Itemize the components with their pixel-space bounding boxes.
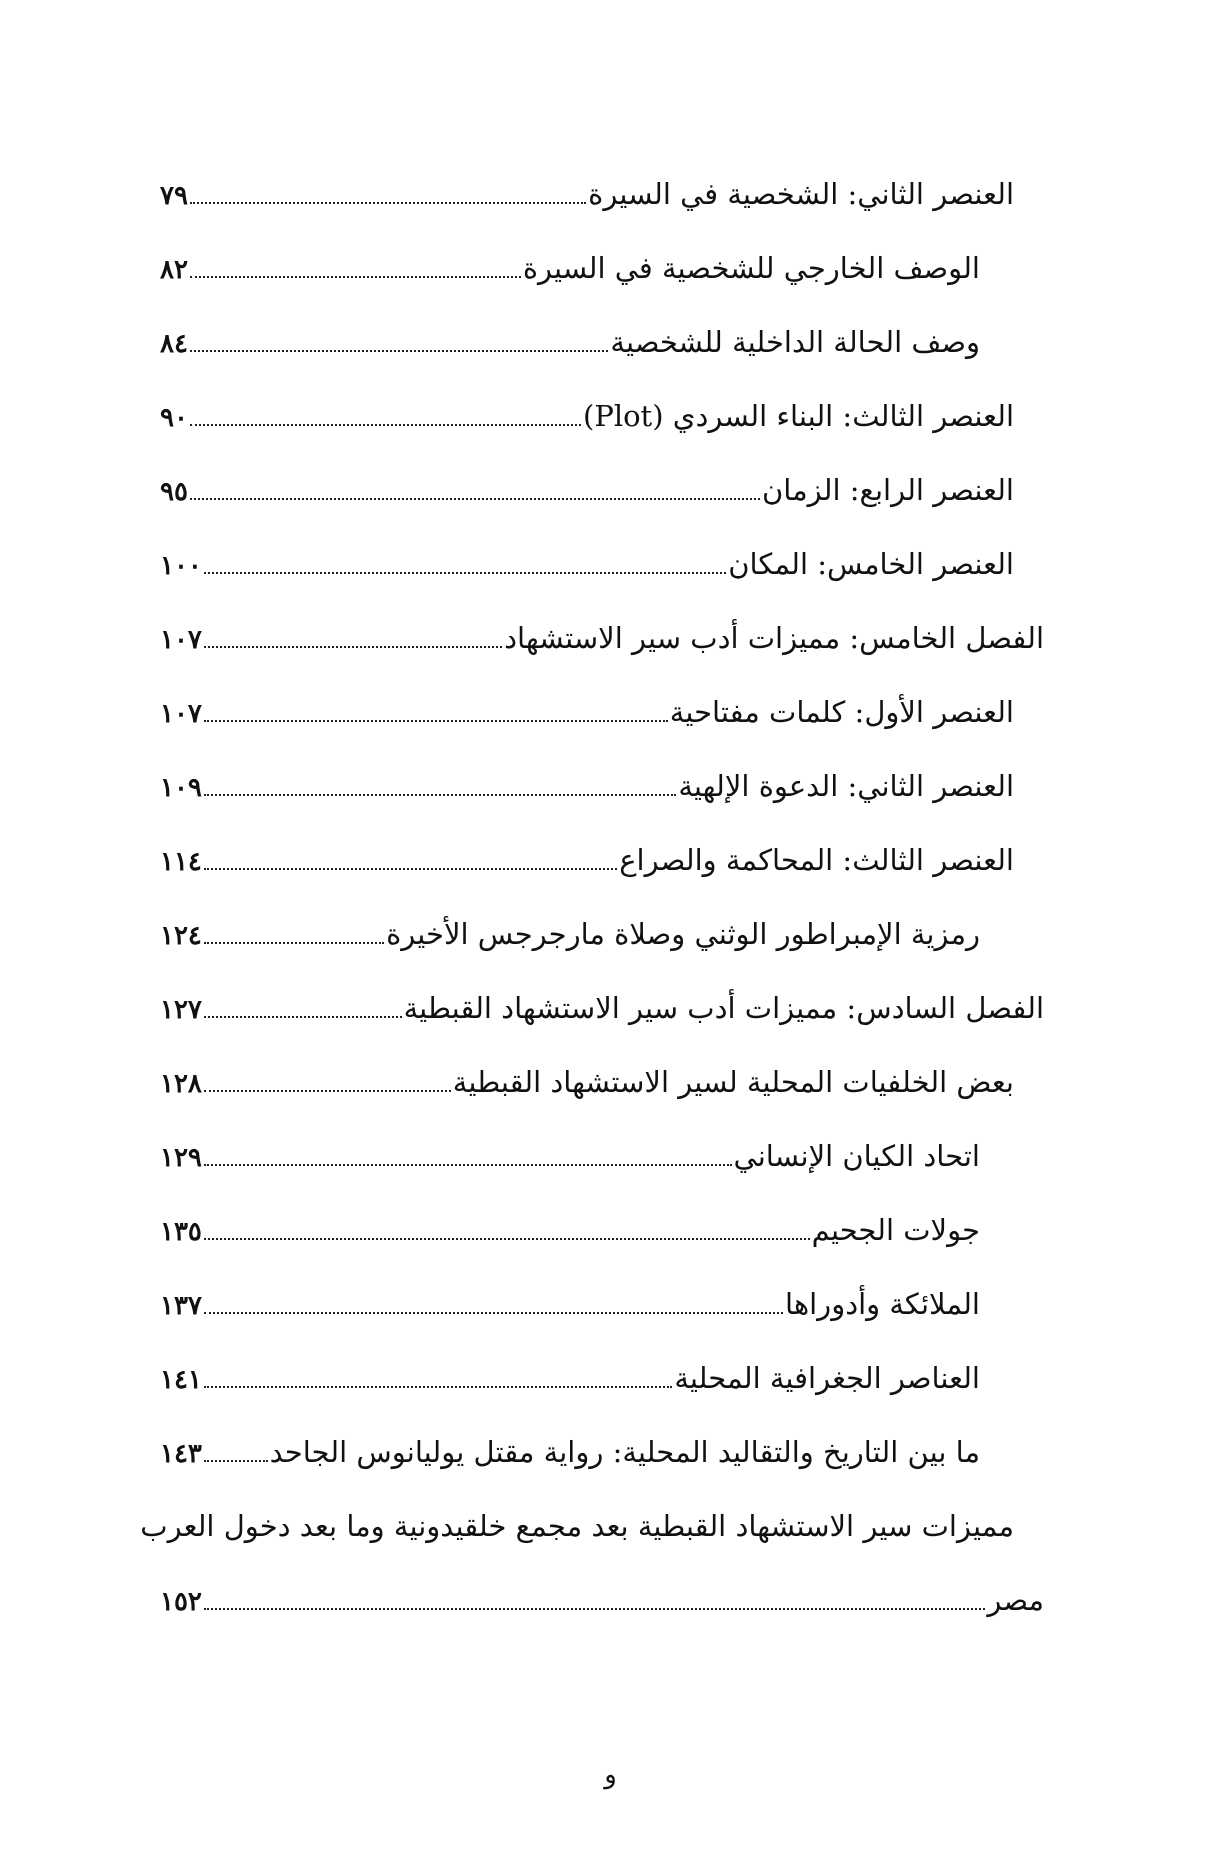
toc-line — [160, 396, 1014, 438]
dot-leader — [204, 1238, 810, 1240]
toc-line — [160, 766, 1014, 808]
toc-entry-title: العنصر الرابع: الزمان — [761, 473, 1014, 507]
toc-line — [160, 174, 1014, 216]
dot-leader — [204, 1090, 451, 1092]
toc-entry-title: العنصر الثاني: الدعوة الإلهية — [678, 769, 1014, 803]
dot-leader — [204, 1312, 783, 1314]
dot-leader — [190, 424, 581, 426]
toc-line — [160, 322, 980, 364]
toc-entry — [160, 826, 1044, 900]
toc-entry — [160, 234, 1044, 308]
toc-line — [160, 1432, 980, 1474]
dot-leader — [204, 1460, 268, 1462]
toc-line — [160, 470, 1014, 512]
toc-entry-page: ٧٩ — [160, 181, 188, 211]
toc-entry — [160, 1270, 1044, 1344]
toc-entry-page: ١٢٩ — [160, 1143, 202, 1173]
toc-entry-title-line2: مصر — [987, 1583, 1044, 1617]
toc-entry — [160, 456, 1044, 530]
toc-line — [160, 1210, 980, 1252]
toc-entry-page: ١٣٧ — [160, 1291, 202, 1321]
dot-leader — [204, 868, 617, 870]
toc-entry-page: ١٢٨ — [160, 1069, 202, 1099]
dot-leader — [190, 276, 521, 278]
toc-entry-page: ١٢٧ — [160, 995, 202, 1025]
toc-entry-title: الفصل الخامس: مميزات أدب سير الاستشهاد — [504, 621, 1044, 655]
dot-leader — [204, 794, 676, 796]
toc-entry — [160, 900, 1044, 974]
toc-entry-page: ١٠٩ — [160, 773, 202, 803]
toc-entry-title: اتحاد الكيان الإنساني — [733, 1139, 980, 1173]
toc-entry-page: ١٠٧ — [160, 699, 202, 729]
toc-line — [160, 248, 980, 290]
dot-leader — [204, 646, 502, 648]
toc-entry-page: ١٥٢ — [160, 1587, 202, 1617]
dot-leader — [190, 498, 760, 500]
toc-entry-title-line1: مميزات سير الاستشهاد القبطية بعد مجمع خلقيدونية وما بعد دخول العرب — [140, 1509, 1014, 1543]
toc-entry-title: العناصر الجغرافية المحلية — [674, 1361, 980, 1395]
dot-leader — [204, 572, 726, 574]
dot-leader — [190, 350, 608, 352]
toc-line — [160, 618, 1044, 660]
toc-entry-title: ما بين التاريخ والتقاليد المحلية: رواية مقتل يوليانوس الجاحد — [269, 1435, 980, 1469]
toc-entry — [160, 752, 1044, 826]
dot-leader — [190, 202, 586, 204]
toc-line — [160, 1062, 1014, 1104]
toc-line — [160, 1580, 1044, 1622]
toc-entry — [160, 604, 1044, 678]
toc-entry-title: جولات الجحيم — [811, 1213, 980, 1247]
dot-leader — [204, 720, 668, 722]
toc-entry — [160, 530, 1044, 604]
toc-entry-page: ١٤١ — [160, 1365, 202, 1395]
toc-entry — [160, 1122, 1044, 1196]
toc-entry-page: ٩٥ — [160, 477, 188, 507]
toc-entry-page: ١٣٥ — [160, 1217, 202, 1247]
toc-entry-page: ١٢٤ — [160, 921, 202, 951]
toc-entry-page: ١٠٠ — [160, 551, 202, 581]
toc-entry-title: الملائكة وأدوراها — [785, 1287, 980, 1321]
toc-line — [160, 1136, 980, 1178]
toc-entry-title: الفصل السادس: مميزات أدب سير الاستشهاد القبطية — [403, 991, 1044, 1025]
toc-entry-page: ١١٤ — [160, 847, 202, 877]
dot-leader — [204, 1164, 732, 1166]
toc-line — [160, 988, 1044, 1030]
toc-entry — [160, 160, 1044, 234]
toc-entry — [160, 1344, 1044, 1418]
toc-line — [160, 544, 1014, 586]
toc-entry-title: العنصر الثاني: الشخصية في السيرة — [588, 177, 1014, 211]
toc-entry-page: ٩٠ — [160, 403, 188, 433]
toc-entry-page: ١٠٧ — [160, 625, 202, 655]
toc-entry-title: رمزية الإمبراطور الوثني وصلاة مارجرجس الأخيرة — [386, 917, 980, 951]
toc-entry — [160, 1196, 1044, 1270]
toc-entry — [140, 1492, 1044, 1642]
toc-entry-title: العنصر الخامس: المكان — [728, 547, 1014, 581]
toc-entry-title: العنصر الأول: كلمات مفتاحية — [669, 695, 1014, 729]
dot-leader — [204, 1386, 672, 1388]
toc-entry-title: بعض الخلفيات المحلية لسير الاستشهاد القبطية — [452, 1065, 1014, 1099]
toc-line — [160, 914, 980, 956]
toc-entry — [160, 1418, 1044, 1492]
toc-entry-title: وصف الحالة الداخلية للشخصية — [610, 325, 980, 359]
toc-line — [160, 1358, 980, 1400]
toc-entry-page: ٨٤ — [160, 329, 188, 359]
page-number: و — [604, 1760, 617, 1790]
toc-line — [160, 692, 1014, 734]
dot-leader — [204, 1608, 985, 1610]
dot-leader — [204, 1016, 402, 1018]
toc-entry-title: العنصر الثالث: المحاكمة والصراع — [619, 843, 1014, 877]
table-of-contents — [140, 160, 1044, 1642]
toc-entry — [160, 678, 1044, 752]
toc-line — [160, 1284, 980, 1326]
toc-entry — [160, 382, 1044, 456]
dot-leader — [204, 942, 384, 944]
toc-entry-title: الوصف الخارجي للشخصية في السيرة — [522, 251, 980, 285]
toc-line — [160, 840, 1014, 882]
toc-entry — [160, 308, 1044, 382]
toc-entry — [160, 974, 1044, 1048]
toc-entry-page: ١٤٣ — [160, 1439, 202, 1469]
toc-entry — [160, 1048, 1044, 1122]
toc-entry-title: العنصر الثالث: البناء السردي (Plot) — [582, 399, 1014, 433]
toc-entry-page: ٨٢ — [160, 255, 188, 285]
